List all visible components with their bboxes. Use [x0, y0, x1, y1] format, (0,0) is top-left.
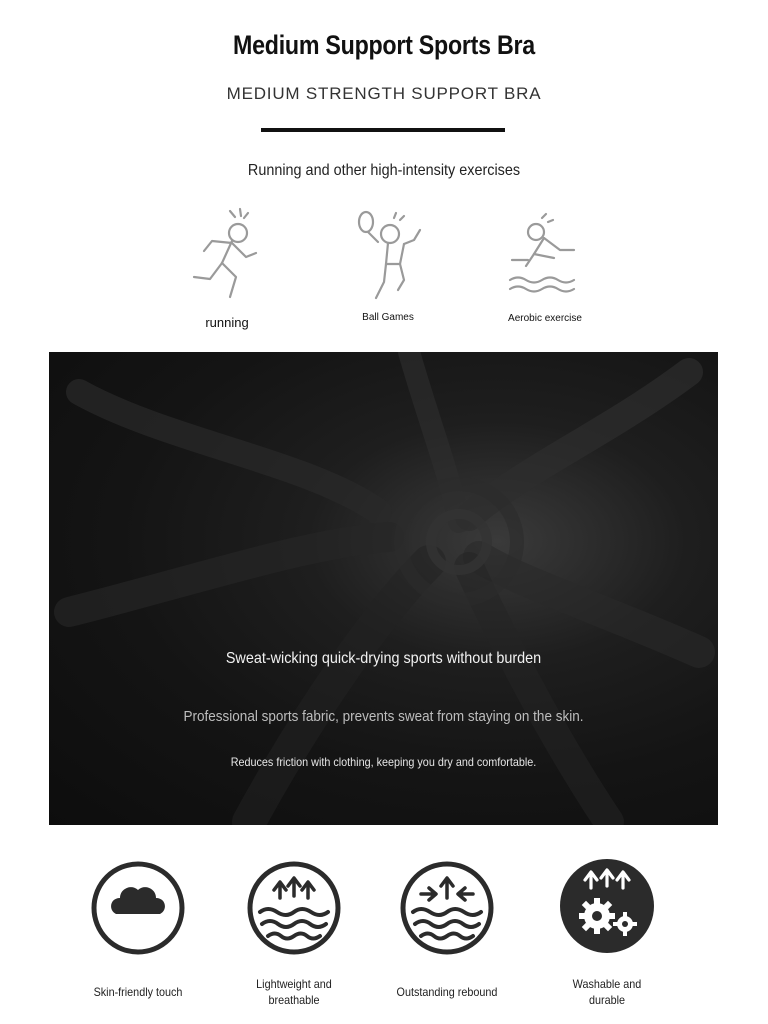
activity-label: running	[205, 315, 249, 330]
tagline: Running and other high-intensity exercises	[247, 162, 521, 179]
fabric-image	[49, 352, 718, 825]
feature-label-line2: durable	[588, 993, 626, 1007]
feature-washable	[532, 856, 682, 1008]
activity-running	[162, 205, 292, 330]
activity-label: Ball Games	[362, 312, 414, 323]
feature-rebound	[372, 860, 522, 1000]
gears-arrows-icon	[557, 856, 657, 956]
fabric-headline: Sweat-wicking quick-drying sports without burden	[225, 650, 542, 667]
swimming-figure-icon	[500, 210, 590, 305]
breathable-arrows-waves-icon	[246, 860, 342, 956]
feature-label: Skin-friendly touch	[93, 985, 183, 999]
feature-label-line1: Lightweight and	[256, 977, 332, 991]
activity-ball-games	[323, 208, 453, 323]
activity-label: Aerobic exercise	[508, 313, 582, 324]
cotton-flower-icon	[90, 860, 186, 956]
page-subtitle: MEDIUM STRENGTH SUPPORT BRA	[226, 84, 542, 103]
title-divider	[261, 128, 505, 132]
running-figure-icon	[182, 205, 272, 305]
page-title: Medium Support Sports Bra	[233, 30, 535, 60]
rebound-arrows-waves-icon	[399, 860, 495, 956]
feature-label: Outstanding rebound	[396, 985, 498, 999]
fabric-description-1: Professional sports fabric, prevents sweat from staying on the skin.	[183, 708, 584, 725]
ball-games-figure-icon	[348, 208, 428, 308]
activity-aerobic	[480, 210, 610, 324]
fabric-description-2: Reduces friction with clothing, keeping you dry and comfortable.	[230, 755, 537, 769]
feature-lightweight	[219, 860, 369, 1008]
feature-skin-friendly	[63, 860, 213, 1000]
feature-label-line2: breathable	[268, 993, 320, 1007]
feature-label-line1: Washable and	[572, 977, 642, 991]
